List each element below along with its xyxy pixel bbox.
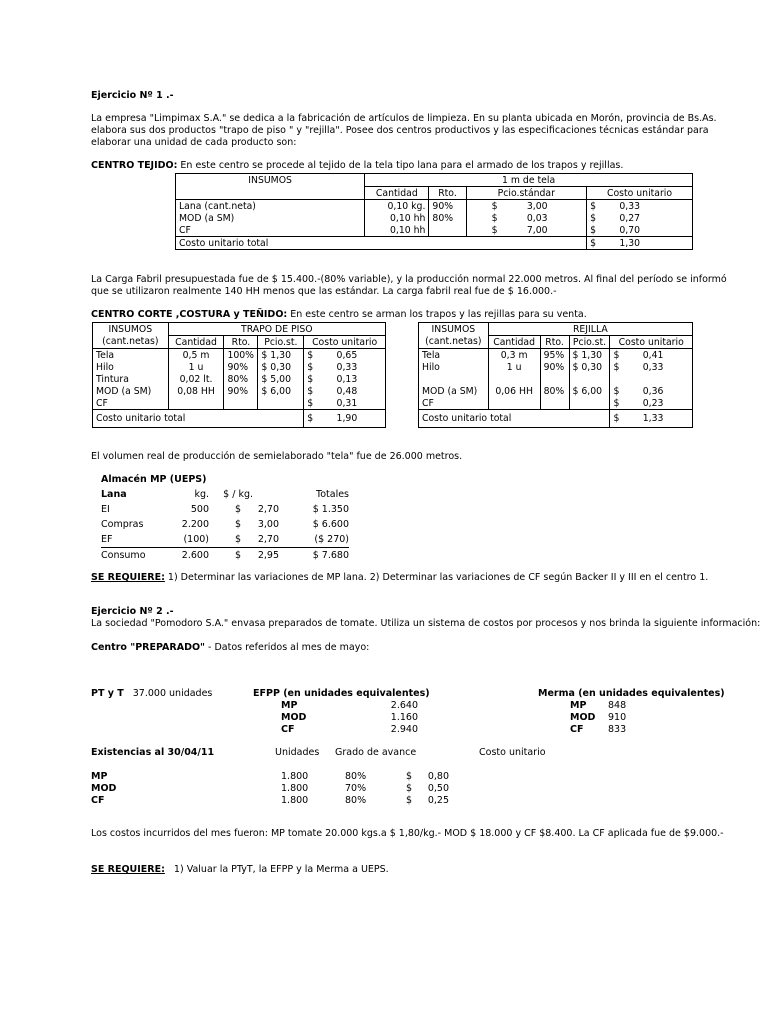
cell-currency: $ xyxy=(234,519,241,530)
merma-value: 910 xyxy=(608,711,627,723)
existencias-table xyxy=(91,770,449,806)
cell-cantidad xyxy=(168,397,224,410)
merma-key: CF xyxy=(570,723,584,735)
table-row xyxy=(176,174,693,187)
cell-rto: 90% xyxy=(429,200,466,213)
table-row xyxy=(570,711,638,723)
cell-rto: 90% xyxy=(540,361,569,373)
cell-name: CF xyxy=(93,397,169,410)
header-cantidad: Cantidad xyxy=(488,336,540,349)
exist-costo: 0,80 xyxy=(427,770,449,782)
exist-key: MOD xyxy=(91,782,117,794)
table-row xyxy=(281,723,418,735)
table-row xyxy=(101,502,349,517)
centro-preparado-line xyxy=(91,642,369,654)
efpp-key: CF xyxy=(281,723,295,735)
cell-cantidad: 0,06 HH xyxy=(488,385,540,397)
header-pcio: Pcio.st. xyxy=(258,336,304,349)
trapo-table xyxy=(92,322,386,428)
cell-rto: 95% xyxy=(540,349,569,362)
header-title: TRAPO DE PISO xyxy=(168,323,385,336)
cell-name: EI xyxy=(101,504,110,515)
table-row xyxy=(93,323,386,336)
centro-tejido-line xyxy=(91,160,623,172)
cell-pcio xyxy=(569,397,610,410)
table-row xyxy=(176,237,693,250)
cell-total: $ 1.350 xyxy=(312,504,349,515)
cell-cantidad: 1 u xyxy=(488,361,540,373)
table-row xyxy=(101,517,349,532)
header-costo: Costo unitario xyxy=(479,747,546,758)
merma-table xyxy=(570,699,638,735)
centro-preparado-text: - Datos referidos al mes de mayo: xyxy=(204,642,370,653)
centro-tejido-text: En este centro se procede al tejido de la tela tipo lana para el armado de los trapos y rejillas. xyxy=(177,160,624,171)
exist-grado: 70% xyxy=(345,782,367,794)
total-value: $ 1,30 xyxy=(587,237,693,250)
tejido-table xyxy=(175,173,693,250)
cell-pcio: $ 1,30 xyxy=(569,349,610,362)
cell-costo: $ 0,70 xyxy=(587,224,693,237)
efpp-key: MOD xyxy=(281,711,307,723)
efpp-value: 2.940 xyxy=(390,723,418,735)
cell-name: Tela xyxy=(419,349,489,362)
table-row xyxy=(419,410,693,428)
table-row xyxy=(93,385,386,397)
total-label: Costo unitario total xyxy=(176,237,587,250)
table-row xyxy=(101,548,349,564)
cell-cantidad: 0,08 HH xyxy=(168,385,224,397)
centro-preparado-label: Centro "PREPARADO" xyxy=(91,642,205,653)
cell-cantidad: 0,5 m xyxy=(168,349,224,362)
cell-precio: 2,70 xyxy=(257,504,279,515)
header-title: REJILLA xyxy=(488,323,692,336)
header-cantnetas: (cant.netas) xyxy=(419,336,489,349)
exist-unidades: 1.800 xyxy=(281,782,309,794)
table-row xyxy=(93,373,386,385)
header-unit: 1 m de tela xyxy=(365,174,693,187)
requirement-label: SE REQUIERE: xyxy=(91,864,165,875)
requirement-label: SE REQUIERE: xyxy=(91,572,165,583)
table-row xyxy=(101,532,349,548)
table-row xyxy=(101,487,349,502)
cell-rto: 80% xyxy=(224,373,258,385)
table-row xyxy=(281,711,418,723)
cell-kg: 2.200 xyxy=(181,519,209,530)
table-row xyxy=(176,187,693,200)
cell-rto xyxy=(429,224,466,237)
header-insumos: INSUMOS xyxy=(419,323,489,336)
cell-name: MOD (a SM) xyxy=(93,385,169,397)
cell-kg: (100) xyxy=(183,534,209,545)
header-pcio: Pcio.st. xyxy=(569,336,610,349)
table-row xyxy=(419,397,693,410)
cell-name: MOD (a SM) xyxy=(419,385,489,397)
cell-currency: $ xyxy=(234,534,241,545)
total-label: Costo unitario total xyxy=(419,410,610,428)
cell-costo: $ 0,48 xyxy=(304,385,386,397)
table-row xyxy=(93,336,386,349)
cell-costo: $ 0,33 xyxy=(304,361,386,373)
header-cantnetas: (cant.netas) xyxy=(93,336,169,349)
header-cantidad: Cantidad xyxy=(168,336,224,349)
cell-rto: 100% xyxy=(224,349,258,362)
efpp-value: 1.160 xyxy=(390,711,418,723)
efpp-key: MP xyxy=(281,699,298,711)
ptyt-value: 37.000 unidades xyxy=(132,688,213,699)
cell-cantidad: 0,02 lt. xyxy=(168,373,224,385)
exist-currency: $ xyxy=(405,782,412,794)
exercise-2-intro: La sociedad "Pomodoro S.A." envasa preparados de tomate. Utiliza un sistema de costos por procesos y nos brinda la siguiente información: xyxy=(91,618,761,629)
header-totales: Totales xyxy=(316,489,349,500)
cell-pcio: $ 0,30 xyxy=(569,361,610,373)
header-rto: Rto. xyxy=(429,187,466,200)
cell-name xyxy=(419,373,489,385)
cell-name: Hilo xyxy=(93,361,169,373)
cell-cantidad: 0,3 m xyxy=(488,349,540,362)
cell-costo: $ 0,27 xyxy=(587,212,693,224)
cell-total: ($ 270) xyxy=(314,534,349,545)
header-insumos: INSUMOS xyxy=(93,323,169,336)
header-rto: Rto. xyxy=(540,336,569,349)
table-row xyxy=(176,224,693,237)
cell-costo: $ 0,33 xyxy=(610,361,693,373)
header-kg: kg. xyxy=(194,489,209,500)
exercise-1-intro: La empresa "Limpimax S.A." se dedica a la fabricación de artículos de limpieza. En su planta ubicada en Morón, provincia de Bs.As. elabora sus dos productos "trapo de piso " y "rejilla". Posee dos centros productivos y las especificaciones técnicas estándar para elaborar una unidad de cada producto son: xyxy=(91,113,717,148)
table-row xyxy=(281,699,418,711)
exist-currency: $ xyxy=(405,794,412,806)
cell-precio: 2,95 xyxy=(257,550,279,561)
table-row xyxy=(91,794,449,806)
table-row xyxy=(91,782,449,794)
table-row xyxy=(93,397,386,410)
header-unidades: Unidades xyxy=(275,747,320,758)
cell-name: CF xyxy=(176,224,365,237)
header-costo: Costo unitario xyxy=(304,336,386,349)
total-label: Costo unitario total xyxy=(93,410,304,428)
table-row xyxy=(570,699,638,711)
cell-name: Hilo xyxy=(419,361,489,373)
header-costo: Costo unitario xyxy=(610,336,693,349)
cell-pcio: $ 7,00 xyxy=(466,224,587,237)
cell-name: Tintura xyxy=(93,373,169,385)
table-row xyxy=(570,723,638,735)
ptyt-line xyxy=(91,688,212,700)
requirement-text: 1) Valuar la PTyT, la EFPP y la Merma a UEPS. xyxy=(164,864,389,875)
cell-costo: $ 0,41 xyxy=(610,349,693,362)
header-grado: Grado de avance xyxy=(335,747,417,758)
cell-name: MOD (a SM) xyxy=(176,212,365,224)
centro-corte-text: En este centro se arman los trapos y las rejillas para su venta. xyxy=(287,309,587,320)
cell-costo: $ 0,31 xyxy=(304,397,386,410)
cell-cantidad: 1 u xyxy=(168,361,224,373)
header-cantidad: Cantidad xyxy=(365,187,429,200)
exist-grado: 80% xyxy=(345,794,367,806)
exist-currency: $ xyxy=(405,770,412,782)
cell-pcio xyxy=(258,397,304,410)
cell-cantidad: 0,10 hh xyxy=(365,224,429,237)
cell-rto: 80% xyxy=(540,385,569,397)
table-row xyxy=(419,349,693,362)
volumen-text: El volumen real de producción de semielaborado "tela" fue de 26.000 metros. xyxy=(91,451,463,462)
cell-rto xyxy=(540,397,569,410)
efpp-title: EFPP (en unidades equivalentes) xyxy=(253,688,430,699)
header-pcio: Pcio.stándar xyxy=(466,187,587,200)
exist-key: MP xyxy=(91,770,108,782)
costos-text: Los costos incurridos del mes fueron: MP tomate 20.000 kgs.a $ 1,80/kg.- MOD $ 18.000 y CF $8.400. La CF aplicada fue de $9.000.- xyxy=(91,828,724,839)
table-row xyxy=(91,770,449,782)
cell-name: Tela xyxy=(93,349,169,362)
efpp-table xyxy=(281,699,418,735)
cell-costo: $ 0,36 xyxy=(610,385,693,397)
cell-rto: 90% xyxy=(224,385,258,397)
cell-costo: $ 0,33 xyxy=(587,200,693,213)
merma-key: MP xyxy=(570,699,587,711)
exercise-1-title: Ejercicio Nº 1 .- xyxy=(91,90,174,101)
cell-name: EF xyxy=(101,534,113,545)
cell-pcio: $ 5,00 xyxy=(258,373,304,385)
table-row xyxy=(419,385,693,397)
merma-title: Merma (en unidades equivalentes) xyxy=(538,688,725,699)
exist-costo: 0,25 xyxy=(427,794,449,806)
cell-costo: $ 0,65 xyxy=(304,349,386,362)
exist-costo: 0,50 xyxy=(427,782,449,794)
cell-currency: $ xyxy=(234,504,241,515)
cell-precio: 3,00 xyxy=(257,519,279,530)
cell-pcio: $ 6,00 xyxy=(569,385,610,397)
exist-unidades: 1.800 xyxy=(281,770,309,782)
cell-total: $ 6.600 xyxy=(312,519,349,530)
almacen-title: Almacén MP (UEPS) xyxy=(101,474,207,485)
header-costo: Costo unitario xyxy=(587,187,693,200)
cell-currency: $ xyxy=(234,550,241,561)
efpp-value: 2.640 xyxy=(390,699,418,711)
merma-value: 848 xyxy=(608,699,627,711)
table-row xyxy=(419,323,693,336)
merma-key: MOD xyxy=(570,711,596,723)
existencias-title: Existencias al 30/04/11 xyxy=(91,747,215,758)
total-value: $ 1,90 xyxy=(304,410,386,428)
cell-rto xyxy=(224,397,258,410)
carga-fabril-text: La Carga Fabril presupuestada fue de $ 15.400.-(80% variable), y la producción normal 22.000 metros. Al final del período se informó que se utilizaron realmente 140 HH menos que las estándar. La carga fabril real fue de $ 16.000.- xyxy=(91,274,727,297)
header-lana: Lana xyxy=(101,489,127,500)
centro-corte-label: CENTRO CORTE ,COSTURA y TEÑIDO: xyxy=(91,309,288,320)
cell-cantidad: 0,10 kg. xyxy=(365,200,429,213)
cell-name: CF xyxy=(419,397,489,410)
cell-total: $ 7.680 xyxy=(312,550,349,561)
centro-tejido-label: CENTRO TEJIDO: xyxy=(91,160,178,171)
requirement-2 xyxy=(91,864,389,876)
exist-key: CF xyxy=(91,794,105,806)
ptyt-label: PT y T xyxy=(91,688,124,699)
centro-corte-line xyxy=(91,309,587,321)
header-precio: $ / kg. xyxy=(223,489,253,500)
header-rto: Rto. xyxy=(224,336,258,349)
cell-cantidad: 0,10 hh xyxy=(365,212,429,224)
cell-cantidad xyxy=(488,397,540,410)
table-row xyxy=(419,373,693,385)
cell-costo: $ 0,23 xyxy=(610,397,693,410)
header-insumos: INSUMOS xyxy=(176,174,365,187)
table-row xyxy=(176,212,693,224)
table-row xyxy=(419,361,693,373)
cell-name: Lana (cant.neta) xyxy=(176,200,365,213)
cell-rto: 90% xyxy=(224,361,258,373)
requirement-1 xyxy=(91,572,708,584)
cell-pcio: $ 3,00 xyxy=(466,200,587,213)
cell-name: Consumo xyxy=(101,550,146,561)
table-row xyxy=(176,200,693,213)
cell-name: Compras xyxy=(101,519,144,530)
exist-grado: 80% xyxy=(345,770,367,782)
cell-costo: $ 0,13 xyxy=(304,373,386,385)
merma-value: 833 xyxy=(608,723,627,735)
cell-pcio: $ 0,03 xyxy=(466,212,587,224)
exist-unidades: 1.800 xyxy=(281,794,309,806)
rejilla-table xyxy=(418,322,693,428)
cell-precio: 2,70 xyxy=(257,534,279,545)
cell-pcio: $ 0,30 xyxy=(258,361,304,373)
exercise-2-title: Ejercicio Nº 2 .- xyxy=(91,606,174,617)
cell-kg: 2.600 xyxy=(181,550,209,561)
table-row xyxy=(93,349,386,362)
table-row xyxy=(93,410,386,428)
cell-rto: 80% xyxy=(429,212,466,224)
cell-kg: 500 xyxy=(190,504,209,515)
table-row xyxy=(419,336,693,349)
total-value: $ 1,33 xyxy=(610,410,693,428)
almacen-table xyxy=(101,487,349,563)
cell-pcio: $ 6,00 xyxy=(258,385,304,397)
requirement-text: 1) Determinar las variaciones de MP lana. 2) Determinar las variaciones de CF según Backer II y III en el centro 1. xyxy=(164,572,709,583)
cell-pcio: $ 1,30 xyxy=(258,349,304,362)
table-row xyxy=(93,361,386,373)
